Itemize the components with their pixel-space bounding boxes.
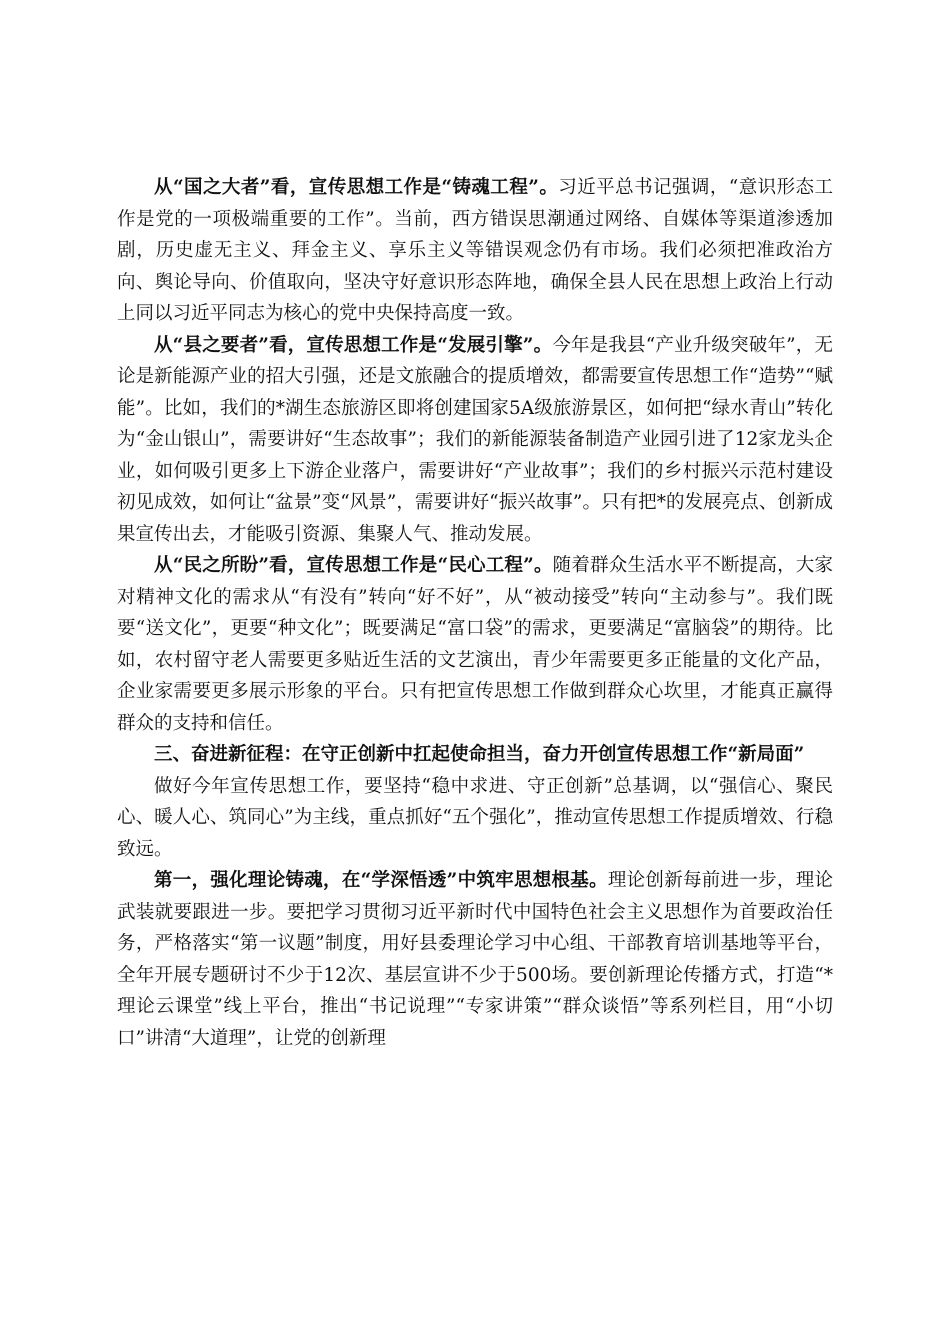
paragraph-first-item bbox=[117, 865, 833, 1054]
paragraph-public-expectation bbox=[117, 550, 833, 739]
section-intro: 做好今年宣传思想工作，要坚持“稳中求进、守正创新”总基调，以“强信心、聚民心、暖人心、筑同心”为主线，重点抓好“五个强化”，推动宣传思想工作提质增效、行稳致远。 bbox=[117, 775, 833, 860]
paragraph-lead: 从“县之要者”看，宣传思想工作是“发展引擎”。 bbox=[154, 334, 553, 356]
paragraph-body: 随着群众生活水平不断提高，大家对精神文化的需求从“有没有”转向“好不好”，从“被动接受”转向“主动参与”。我们既要“送文化”，更要“种文化”；既要满足“富口袋”的需求，更要满足“富脑袋”的期待。比如，农村留守老人需要更多贴近生活的文艺演出，青少年需要更多正能量的文化产品，企业家需要更多展示形象的平台。只有把宣传思想工作做到群众心坎里，才能真正赢得群众的支持和信任。 bbox=[117, 555, 833, 734]
paragraph-lead: 从“国之大者”看，宣传思想工作是“铸魂工程”。 bbox=[154, 177, 559, 198]
paragraph-body: 今年是我县“产业升级突破年”，无论是新能源产业的招大引强，还是文旅融合的提质增效，都需要宣传思想工作“造势”“赋能”。比如，我们的*湖生态旅游区即将创建国家5A级旅游景区，如何把“绿水青山”转化为“金山银山”，需要讲好“生态故事”；我们的新能源装备制造产业园引进了12家龙头企业，如何吸引更多上下游企业落户，需要讲好“产业故事”；我们的乡村振兴示范村建设初见成效，如何让“盆景”变“风景”，需要讲好“振兴故事”。只有把*的发展亮点、创新成果宣传出去，才能吸引资源、集聚人气、推动发展。 bbox=[117, 334, 833, 545]
paragraph-body: 习近平总书记强调，“意识形态工作是党的一项极端重要的工作”。当前，西方错误思潮通过网络、自媒体等渠道渗透加剧，历史虚无主义、拜金主义、享乐主义等错误观念仍有市场。我们必须把准政治方向、舆论导向、价值取向，坚决守好意识形态阵地，确保全县人民在思想上政治上行动上同以习近平同志为核心的党中央保持高度一致。 bbox=[117, 177, 833, 324]
paragraph-lead: 第一，强化理论铸魂，在“学深悟透”中筑牢思想根基。 bbox=[154, 870, 608, 891]
paragraph-lead: 从“民之所盼”看，宣传思想工作是“民心工程”。 bbox=[154, 555, 553, 576]
paragraph-county-priority bbox=[117, 330, 833, 551]
paragraph-national-priority bbox=[117, 172, 833, 330]
document-page bbox=[117, 172, 833, 1054]
section-heading: 三、奋进新征程：在守正创新中扛起使命担当，奋力开创宣传思想工作“新局面” bbox=[154, 744, 805, 765]
paragraph-body: 理论创新每前进一步，理论武装就要跟进一步。要把学习贯彻习近平新时代中国特色社会主义思想作为首要政治任务，严格落实“第一议题”制度，用好县委理论学习中心组、干部教育培训基地等平台，全年开展专题研讨不少于12次、基层宣讲不少于500场。要创新理论传播方式，打造“*理论云课堂”线上平台，推出“书记说理”“专家讲策”“群众谈悟”等系列栏目，用“小切口”讲清“大道理”，让党的创新理 bbox=[117, 870, 833, 1049]
